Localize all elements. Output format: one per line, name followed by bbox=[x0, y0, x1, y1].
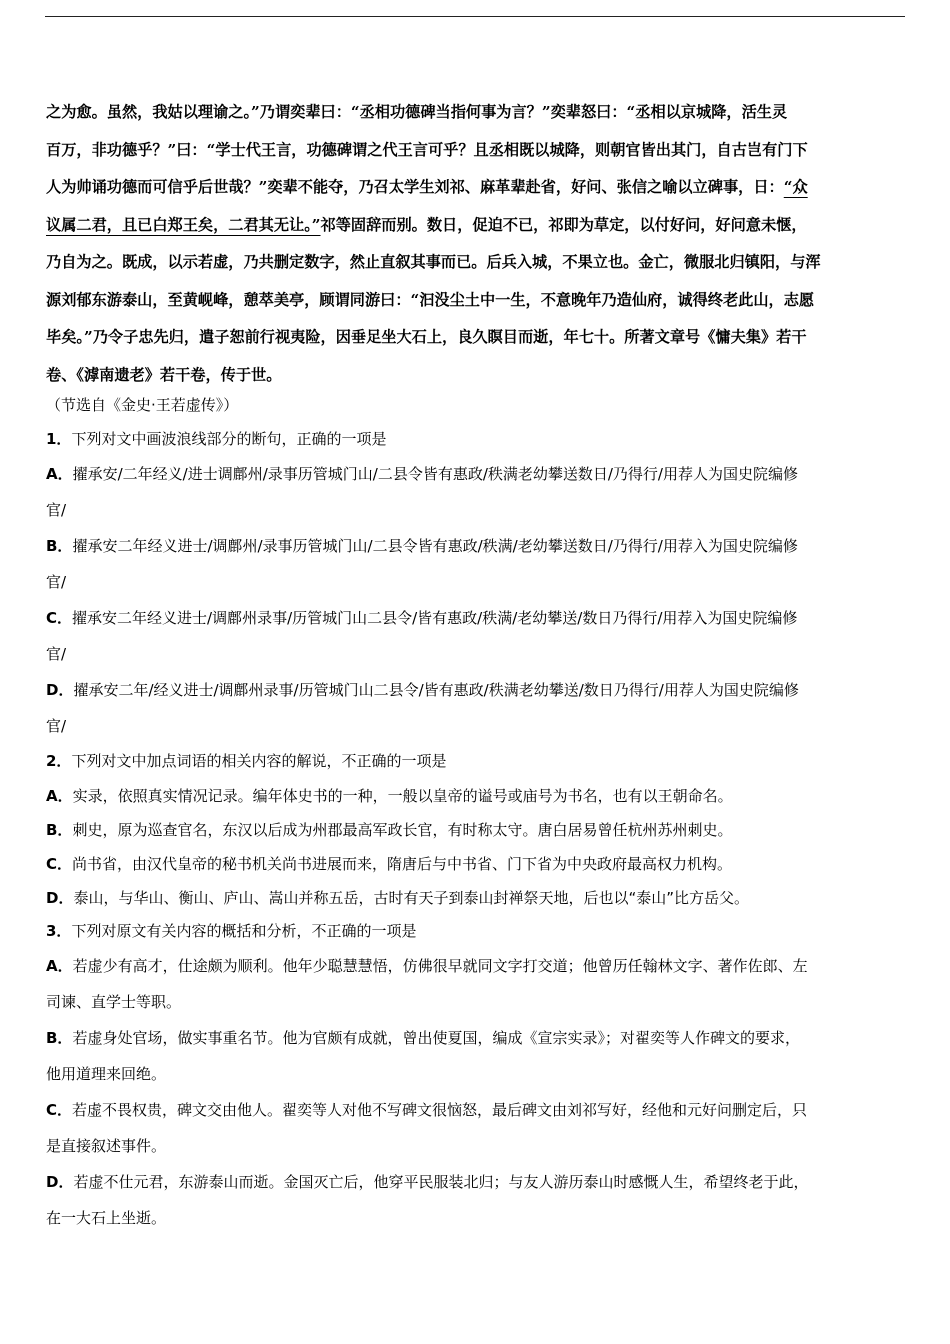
passage-line: 毕矣。”乃令子忠先归，遣子恕前行视夷险，因垂足坐大石上，良久瞑目而逝，年七十。所著文章号《慵夫集》若干 bbox=[46, 328, 807, 346]
answer-option bbox=[46, 1092, 904, 1164]
option-label: D． bbox=[46, 1173, 74, 1191]
answer-option bbox=[46, 778, 904, 812]
dotted-emphasis-char: 山 bbox=[137, 290, 153, 309]
option-text: 若虚不畏权贵，碑文交由他人。翟奕等人对他不写碑文很恼怒，最后碑文由刘祁写好，经他和元好问删定后，只 bbox=[72, 1101, 808, 1119]
option-text: 若虚身处官场，做实事重名节。他为官颇有成就，曾出使夏国，编成《宣宗实录》；对翟奕等人作碑文的要求， bbox=[72, 1029, 800, 1047]
option-text: 尚书省，由汉代皇帝的秘书机关尚书进展而来，隋唐后与中书省、门下省为中央政府最高权力机构。 bbox=[72, 855, 733, 873]
option-text: 若虚不仕元君，东游泰山而逝。金国灭亡后，他穿平民服装北归；与友人游历泰山时感慨人生，希望终老于此， bbox=[73, 1173, 809, 1191]
answer-option bbox=[46, 600, 904, 672]
question-number: 3． bbox=[46, 922, 72, 940]
option-label: D． bbox=[46, 681, 74, 699]
passage-text: 人为帅诵功德而可信乎后世哉？”奕辈不能夺，乃召太学生刘祁、麻革辈赴省，好问、张信之喻以立碑事，日： bbox=[46, 178, 784, 196]
option-label: B． bbox=[46, 821, 73, 839]
answer-option bbox=[46, 1020, 904, 1092]
question-stem bbox=[46, 422, 904, 456]
option-text: 官/ bbox=[46, 717, 67, 735]
option-text: 官/ bbox=[46, 501, 67, 519]
question-stem bbox=[46, 914, 904, 948]
answer-option bbox=[46, 672, 904, 744]
option-text: 实录，依照真实情况记录。编年体史书的一种，一般以皇帝的谥号或庙号为书名，也有以王朝命名。 bbox=[72, 787, 733, 805]
option-text: 他用道理来回绝。 bbox=[46, 1065, 167, 1083]
option-text: 是直接叙述事件。 bbox=[46, 1137, 167, 1155]
passage-line: 卷、《滹南遗老》若干卷，传于世。 bbox=[46, 365, 282, 384]
option-text: 擢承安二年/经义进士/调鄜州录事/历管城门山二县令/皆有惠政/秩满老幼攀送/数日乃得行/用荐人为国史院编修 bbox=[73, 681, 799, 699]
option-text: 擢承安二年经义进士/调鄜州录事/历管城门山二县令/皆有惠政/秩满/老幼攀送/数日乃得行/用荐入为国史院编修 bbox=[72, 609, 798, 627]
option-label: C． bbox=[46, 1101, 73, 1119]
option-label: C． bbox=[46, 855, 73, 873]
option-text: 刺史，原为巡查官名，东汉以后成为州郡最高军政长官，有时称太守。唐白居易曾任杭州苏州刺史。 bbox=[72, 821, 733, 839]
question-text: 下列对文中画波浪线部分的断句，正确的一项是 bbox=[71, 430, 387, 448]
passage-line: 乃自为之。既成，以示若虚，乃共删定数字，然止直叙其事而已。后兵入城，不果立也。金亡，微服北归镇阳，与浑 bbox=[46, 253, 821, 271]
passage-line bbox=[46, 207, 904, 245]
option-text: 司谏、直学士等职。 bbox=[46, 993, 182, 1011]
top-divider bbox=[45, 16, 905, 17]
option-text: 泰山，与华山、衡山、庐山、嵩山并称五岳，古时有天子到泰山封禅祭天地，后也以“泰山”比方岳父。 bbox=[73, 889, 749, 907]
source-citation: （节选自《金史·王若虚传》） bbox=[46, 396, 239, 414]
passage-line bbox=[46, 169, 904, 207]
answer-option bbox=[46, 880, 904, 914]
option-text: 官/ bbox=[46, 573, 67, 591]
question-text: 下列对原文有关内容的概括和分析，不正确的一项是 bbox=[71, 922, 417, 940]
option-text: 官/ bbox=[46, 645, 67, 663]
option-label: B． bbox=[46, 537, 73, 555]
wavy-underlined-text: “众 bbox=[783, 178, 808, 196]
answer-option bbox=[46, 528, 904, 600]
option-label: D． bbox=[46, 889, 74, 907]
option-text: 若虚少有高才，仕途颇为顺利。他年少聪慧慧悟，仿佛很早就同文字打交道；他曾历任翰林文字、著作佐郎、左 bbox=[72, 957, 808, 975]
answer-option bbox=[46, 948, 904, 1020]
option-label: C． bbox=[46, 609, 73, 627]
option-text: 在一大石上坐逝。 bbox=[46, 1209, 167, 1227]
passage-line bbox=[46, 282, 904, 320]
answer-option bbox=[46, 1164, 904, 1236]
question-section bbox=[46, 388, 904, 1236]
question-stem bbox=[46, 744, 904, 778]
answer-option bbox=[46, 456, 904, 528]
passage-line: 百万，非功德乎？”曰：“学士代王言，功德碑谓之代王言可乎？且丞相既以城降，则朝官皆出其门，自古岂有门下 bbox=[46, 140, 808, 159]
option-label: B． bbox=[46, 1029, 73, 1047]
passage-text: 源刘郁东游 bbox=[46, 290, 122, 309]
classical-passage bbox=[46, 94, 904, 394]
answer-option bbox=[46, 812, 904, 846]
passage-line: 之为愈。虽然，我姑以理谕之。”乃谓奕辈曰：“丞相功德碑当指何事为言？”奕辈怒曰：“丞相以京城降，活生灵 bbox=[46, 103, 788, 121]
passage-text: ，至黄岘峰，憩萃美亭，顾谓同游曰：“汩没尘土中一生，不意晚年乃造仙府，诚得终老此山，志愿 bbox=[152, 290, 815, 309]
wavy-underlined-text: 议属二君，且已白郑王矣，二君其无让。” bbox=[46, 215, 321, 234]
dotted-emphasis-char: 泰 bbox=[121, 290, 138, 309]
option-text: 擢承安/二年经义/进士调鄜州/录事历管城门山/二县令皆有惠政/秩满老幼攀送数日/乃得行/用荐人为国史院编修 bbox=[72, 465, 798, 483]
answer-option bbox=[46, 846, 904, 880]
question-number: 2． bbox=[46, 752, 72, 770]
option-label: A． bbox=[46, 957, 73, 975]
passage-text: 祁等固辞而别。数日，促迫不已，祁即为草定，以付好问，好问意未惬， bbox=[320, 215, 807, 234]
question-number: 1． bbox=[46, 430, 72, 448]
question-text: 下列对文中加点词语的相关内容的解说，不正确的一项是 bbox=[71, 752, 447, 770]
option-label: A． bbox=[46, 465, 73, 483]
option-text: 擢承安二年经义进士/调鄜州/录事历管城门山/二县令皆有惠政/秩满/老幼攀送数日/乃得行/用荐入为国史院编修 bbox=[72, 537, 798, 555]
option-label: A． bbox=[46, 787, 73, 805]
